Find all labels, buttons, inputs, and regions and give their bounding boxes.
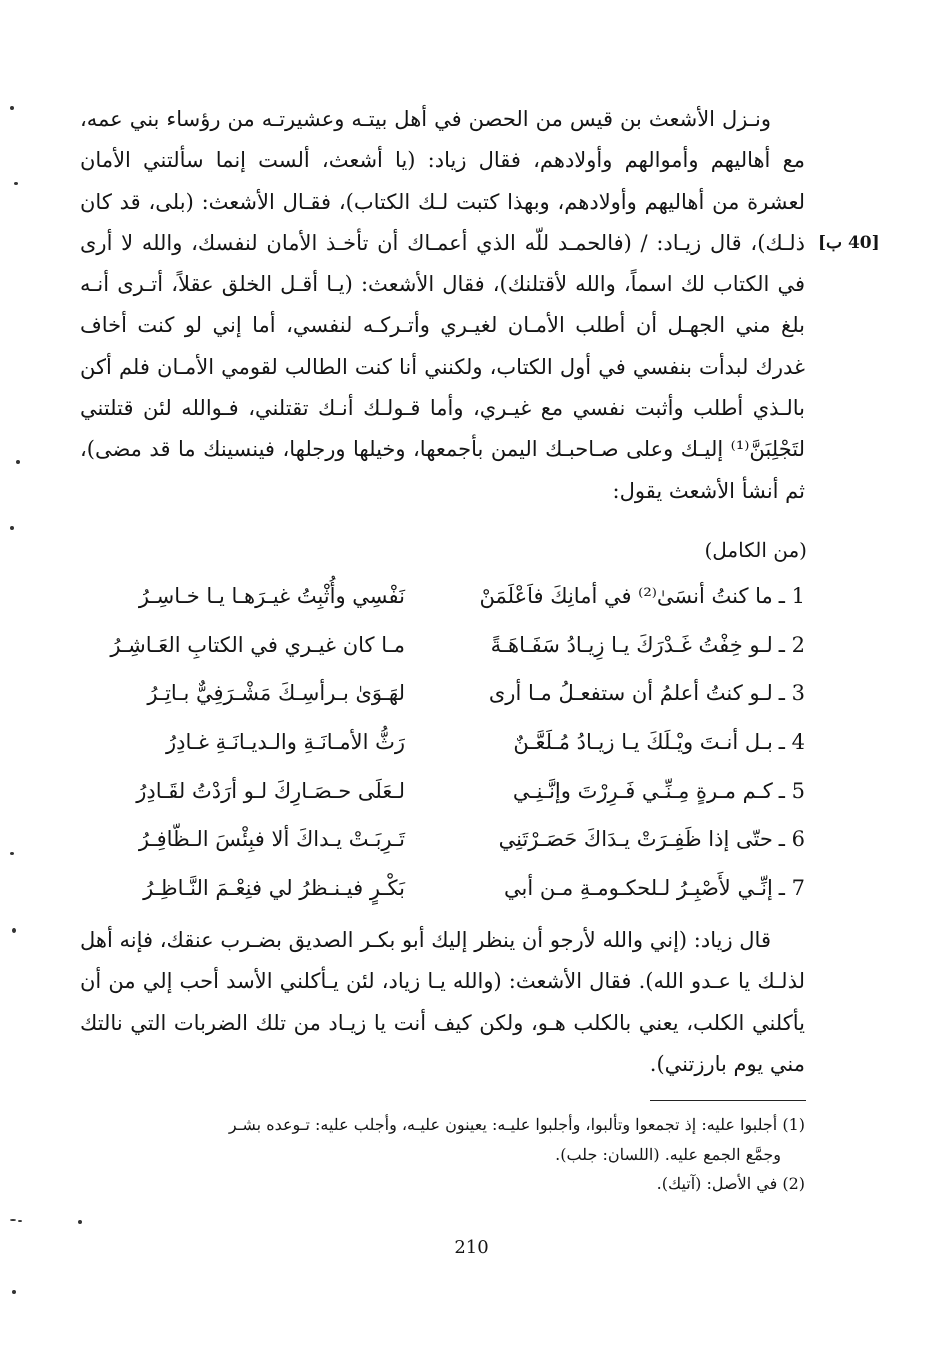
footnote-2: (2) في الأصل: (آتيك). [656,1174,805,1193]
verse-second-hemistich: مـا كان غيـري في الكتابِ العَـاشِـرُ [110,632,405,657]
footnote-1-continuation: وجمَّع الجمع عليه. (اللسان: جلب). [555,1144,781,1164]
poem-verse [80,584,805,633]
verse-first-hemistich [445,633,805,657]
verse-first-hemistich-text: كـم مـرةٍ مِـنِّـي فَـرِرْتَ وإنَّـنِـي [512,778,773,803]
verse-second-hemistich: لهَـوَىٰ بـرأسِـكَ مَشْـرَفِيٌّ بـاتِـرُ [147,681,405,706]
verse-first-hemistich-text: لـو خِفْتُ غَـدْرَكَ يـا زِيـادُ سَفَـاهَـةً [490,632,773,657]
scan-speck [10,106,14,110]
scan-speck [10,1219,16,1221]
page-number: 210 [454,1237,489,1258]
verse-second-hemistich: رَثُّ الأمـانَـةِ والـديـانَـةِ غـادِرُ [165,730,405,755]
verse-first-hemistich [445,681,805,705]
scan-speck [18,1220,22,1222]
verse-first-hemistich-text: حتّى إذا ظَفِـرَتْ يـدَاكَ حَصَـرْتَنِي [498,827,773,852]
verse-first-hemistich [445,779,805,803]
verse-first-hemistich [445,876,805,900]
verse-number: 6 ـ [778,827,805,852]
poem-verse [80,827,805,876]
verse-number: 7 ـ [778,876,805,901]
poem-verse [80,779,805,828]
scan-speck [10,526,14,530]
verse-first-hemistich-text: لـو كنتُ أعلمُ أن ستفعـلُ مـا أرى [488,681,773,706]
poem-meter-label: (من الكامل) [704,538,807,562]
manuscript-folio-marker: [40 ب] [818,233,880,253]
verse-first-hemistich-text: إنِّـي لأَصْبِـرُ لـلحكـومـةِ مـن أبي [503,876,773,901]
scan-speck [10,852,14,855]
poem [80,584,805,925]
verse-number: 3 ـ [778,681,805,706]
scan-speck [14,182,18,185]
verse-second-hemistich: بَكْـرٍ فيـنـظرُ لي فنِعْـمَ النَّـاظِـرُ [143,876,405,901]
poem-verse [80,876,805,925]
closing-paragraph: قال زياد: (إني والله لأرجو أن ينظر إليك أبو بكـر الصديق بضـرب عنقك، فإنه أهل لذلـك يا عـدو الله). فقال الأشعث: (والله يـا زياد، لئن يـأكلني الأسد أحب إلي من أن يأكلني الكلب، يعني بالكلب هـو، ولكن كيف أنت يا زيـاد من تلك الضربات التي نالتك مني يوم بارزتني). [80,928,805,1076]
poem-verse [80,730,805,779]
verse-second-hemistich: لـعَلَى حـصَـارِكَ لـو أرَدْتُ لقَـادِرُ [136,778,405,803]
verse-number: 4 ـ [778,730,805,755]
footnotes [80,1110,805,1199]
verse-second-hemistich: تَـرِبَـتْ يـداكَ ألا فبِئْسَ الـظّافِـرُ [138,827,405,852]
verse-number: 5 ـ [778,778,805,803]
main-paragraph: ونـزل الأشعث بن قيس من الحصن في أهل بيتـه وعشيرتـه من رؤساء بني عمه، مع أهاليهم وأموالهم وأولادهم، فقال زياد: (يا أشعث، ألست إنما سألتني الأمان لعشرة من أهاليهم وأولادهم، وبهذا كتبت لـك الكتاب)، فقـال الأشعث: (بلى، قد كان ذلـك)، قال زيـاد: / (فالحمـد للّه الذي أعمـاك أن تأخـذ الأمان لنفسك، والله لا أرى في الكتاب لك اسماً، والله لأقتلنك)، فقال الأشعث: (يـا أقـل الخلق عقلاً، أتـرى أنـه بلغ مني الجهـل أن أطلب الأمـان لغيـري وأتـركـه لنفسي، أما إني لو كنت أخاف غدرك لبدأت بنفسي في أول الكتاب، ولكنني أنا كنت الطالب لقومي الأمـان فلم أكن بالـذي أطلب وأثبت نفسي مع غيـري، وأما قـولـك أنـك تقتلني، فـوالله لئن قتلتني لتَجْلِبَنَّ⁽¹⁾ إليـك وعلى صـاحبـك اليمن بأجمعها، وخيلها ورجلها، فينسينك ما قد مضى)، ثم أنشأ الأشعث يقول: [80,107,805,503]
verse-first-hemistich [445,827,805,851]
verse-first-hemistich [445,730,805,754]
verse-first-hemistich-text: بـل أنـتَ ويْـلَكَ يـا زيـادُ مُـلَعَّـنٌ [513,730,773,755]
scan-speck [12,928,16,933]
scan-speck [12,1290,16,1294]
poem-verse [80,681,805,730]
scan-speck [78,1220,82,1224]
verse-second-hemistich: نَفْسِي وأُثْبِتُ غيـرَهـا يـا خـاسِـرُ [138,584,405,608]
scan-speck [16,460,20,464]
footnote-divider [650,1100,806,1101]
poem-verse [80,633,805,682]
verse-number: 2 ـ [778,632,805,657]
verse-first-hemistich [445,584,805,608]
footnote-1: (1) أجلبوا عليه: إذ تجمعوا وتألبوا، وأجلبوا عليـه: يعينون عليـه، وأجلب عليه: تـوعده بشـر [228,1115,805,1134]
verse-number: 1 ـ [778,584,805,608]
verse-first-hemistich-text: ما كنتُ أنسَىٰ⁽²⁾ في أمانِكَ فاَعْلَمَنْ [479,584,773,608]
